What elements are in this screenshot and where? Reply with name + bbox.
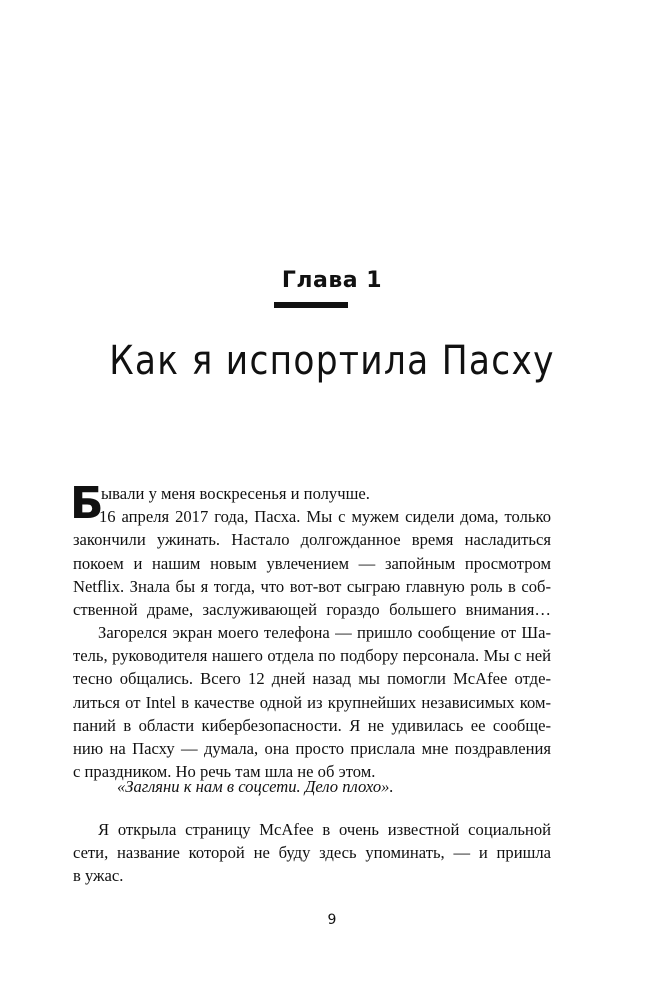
paragraph-line: паний в области кибербезопасности. Я не удивилась ее сообще- (73, 715, 551, 735)
paragraph-line: тесно общались. Всего 12 дней назад мы помогли McAfee отде- (73, 669, 551, 689)
paragraph-1 (73, 482, 551, 621)
paragraph-line: 16 апреля 2017 года, Пасха. Мы с мужем сидели дома, только (99, 507, 551, 527)
paragraph-3 (73, 818, 551, 888)
paragraph-line: закончили ужинать. Настало долгожданное время насладиться (73, 530, 551, 550)
paragraph-line: покоем и нашим новым увлечением — запойным просмотром (73, 553, 551, 573)
chapter-underline-rule (274, 302, 348, 308)
paragraph-line: ственной драме, заслуживающей гораздо большего внимания… (73, 599, 551, 619)
paragraph-line: в ужас. (73, 866, 124, 886)
paragraph-line: Netflix. Знала бы я тогда, что вот-вот сыграю главную роль в соб- (73, 576, 551, 596)
chapter-label: Глава 1 (281, 268, 383, 293)
paragraph-line: Я открыла страницу McAfee в очень известной социальной (98, 820, 551, 839)
paragraph-line: тель, руководителя нашего отдела по подбору персонала. Мы с ней (73, 646, 551, 666)
paragraph-line: нию на Пасху — думала, она просто прислала мне поздравления (73, 738, 551, 758)
paragraph-line: литься от Intel в качестве одной из крупнейших независимых ком- (73, 692, 551, 712)
page-number: 9 (327, 912, 337, 928)
paragraph-line: с праздником. Но речь там шла не об этом. (73, 762, 376, 782)
chapter-title: Как я испортила Пасху (109, 338, 555, 384)
paragraph-line: Загорелся экран моего телефона — пришло сообщение от Ша- (98, 623, 551, 642)
paragraph-line: ывали у меня воскресенья и получше. (101, 484, 370, 503)
drop-cap-letter: Б (70, 478, 104, 529)
quote-text: «Загляни к нам в соцсети. Дело плохо». (117, 777, 394, 796)
paragraph-line: сети, название которой не буду здесь упоминать, — и пришла (73, 843, 551, 863)
paragraph-2 (73, 621, 551, 783)
